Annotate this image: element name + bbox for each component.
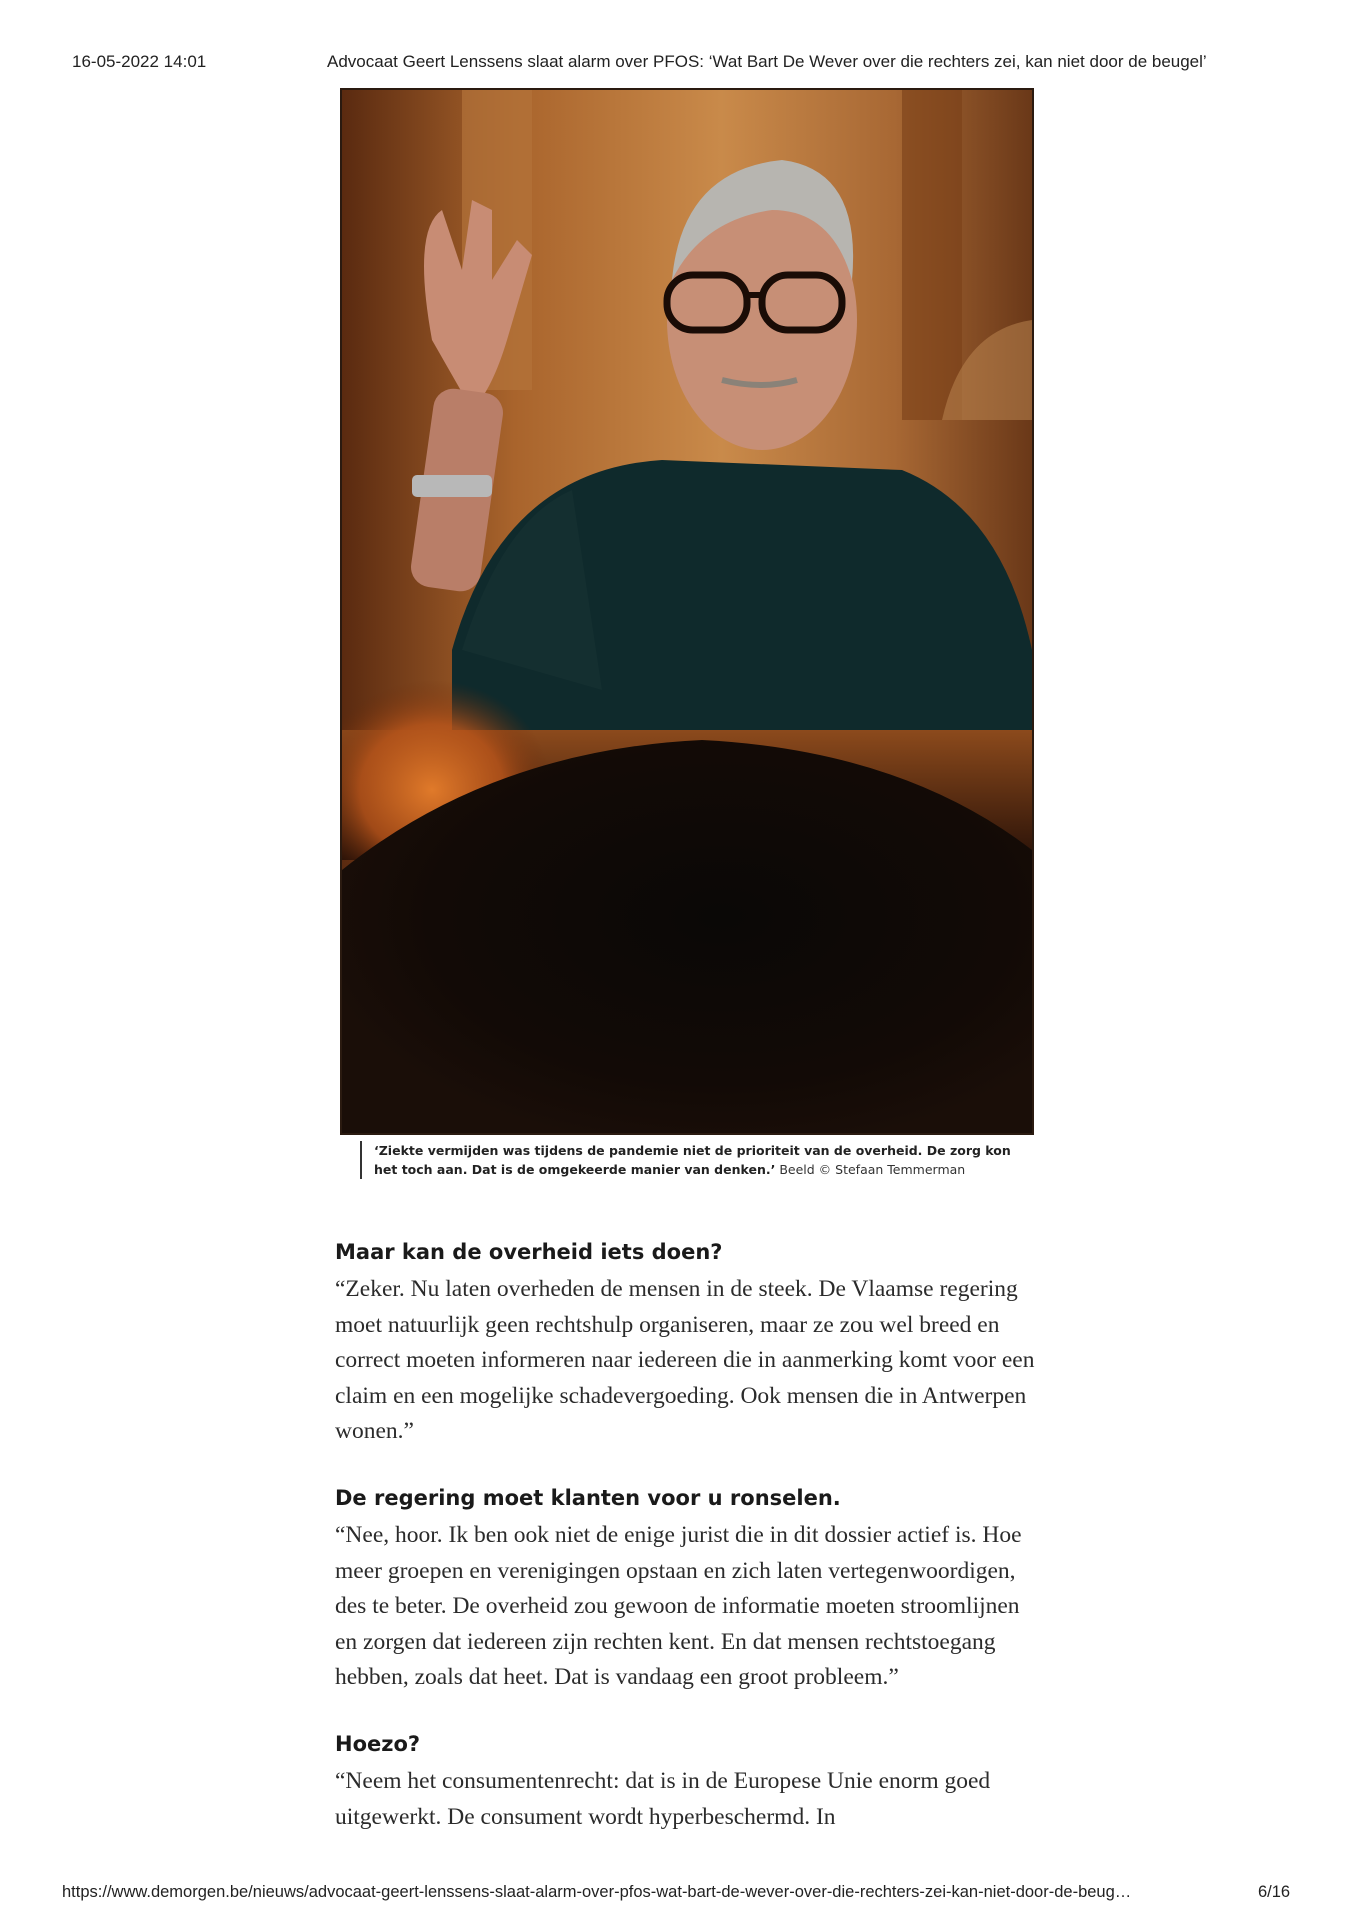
page-number: 6/16 bbox=[1258, 1883, 1291, 1901]
interview-answer: “Zeker. Nu laten overheden de mensen in de steek. De Vlaamse regering moet natuurlijk geen rechtshulp organiseren, maar ze zou wel breed en correct moeten informeren naar iedereen die in aanmerking komt voor een claim en een mogelijke schadevergoeding. Ook mensen die in Antwerpen wonen.” bbox=[335, 1276, 1035, 1445]
qa-block bbox=[335, 1238, 1035, 1450]
print-page-title: Advocaat Geert Lenssens slaat alarm over PFOS: ‘Wat Bart De Wever over die rechters zei, kan niet door de beugel’ bbox=[327, 52, 1207, 71]
interview-answer: “Nee, hoor. Ik ben ook niet de enige jurist die in dit dossier actief is. Hoe meer groepen en verenigingen opstaan en zich laten vertegenwoordigen, des te beter. De overheid zou gewoon de informatie moeten stroomlijnen en zorgen dat iedereen zijn rechten kent. En dat mensen rechtstoegang hebben, zoals dat heet. Dat is vandaag een groot probleem.” bbox=[335, 1521, 1022, 1691]
photo-caption bbox=[360, 1141, 1034, 1179]
interview-question: De regering moet klanten voor u ronselen. bbox=[335, 1485, 841, 1510]
article-body bbox=[335, 1238, 1035, 1869]
qa-block bbox=[335, 1730, 1035, 1835]
print-date: 16-05-2022 14:01 bbox=[72, 52, 207, 71]
photo-credit: Beeld © Stefaan Temmerman bbox=[779, 1162, 966, 1177]
caption-quote: ‘Ziekte vermijden was tijdens de pandemie niet de prioriteit van de overheid. De zorg kon het toch aan. Dat is de omgekeerde manier van denken.’ bbox=[374, 1143, 1011, 1177]
article-photo bbox=[340, 88, 1034, 1135]
portrait-photo-illustration bbox=[342, 90, 1032, 1133]
qa-block bbox=[335, 1484, 1035, 1696]
print-footer bbox=[0, 1883, 1358, 1907]
print-url: https://www.demorgen.be/nieuws/advocaat-geert-lenssens-slaat-alarm-over-pfos-wat-bart-de-wever-over-die-rechters-zei-kan-niet-door-de-beug… bbox=[62, 1883, 1132, 1901]
interview-question: Maar kan de overheid iets doen? bbox=[335, 1240, 723, 1264]
interview-question: Hoezo? bbox=[335, 1731, 421, 1756]
print-header bbox=[0, 52, 1358, 78]
interview-answer: “Neem het consumentenrecht: dat is in de Europese Unie enorm goed uitgewerkt. De consument wordt hyperbeschermd. In bbox=[335, 1767, 991, 1830]
